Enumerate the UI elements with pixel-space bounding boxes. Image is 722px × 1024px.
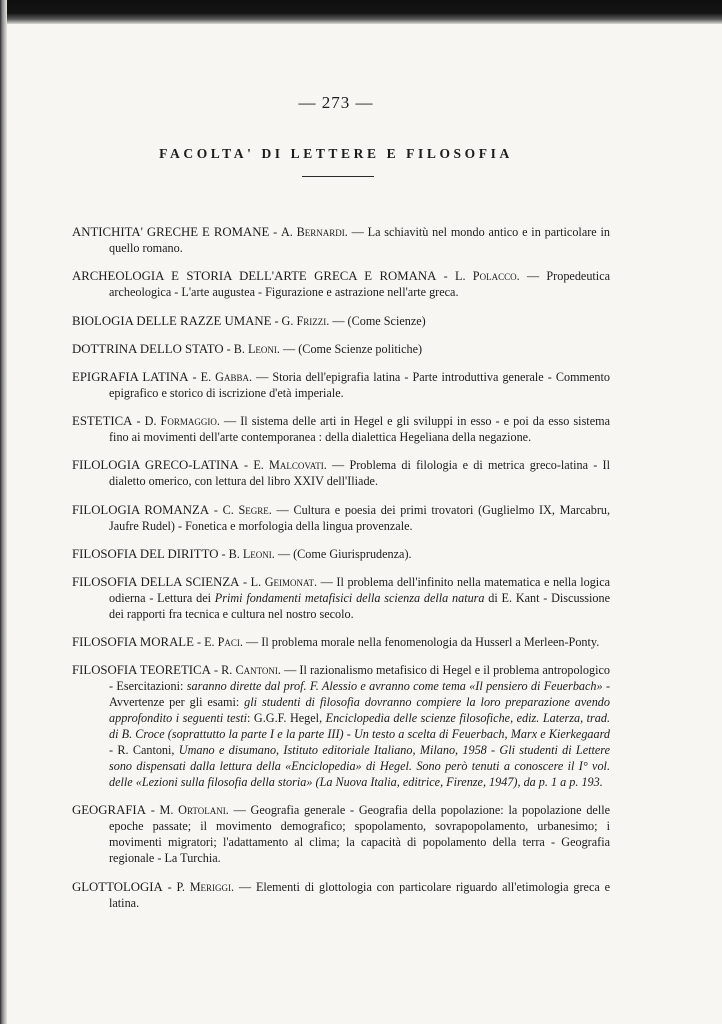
course-subject: FILOSOFIA DEL DIRITTO (72, 546, 219, 561)
course-description: - R. Cantoni, (109, 743, 179, 758)
course-entry: GLOTTOLOGIA - P. Meriggi. — Elementi di glottologia con particolare riguardo all'etimologia greca e latina. (72, 879, 611, 910)
course-description: - Avvertenze per gli esami: (109, 679, 611, 710)
course-description: : G.G.F. Hegel, (247, 711, 326, 726)
page-title: FACOLTA' DI LETTERE E FILOSOFIA (159, 146, 513, 161)
course-description: Cultura e poesia dei primi trovatori (Guglielmo IX, Marcabru, Jaufre Rudel) - Fonetica e morfologia della lingua provenzale. (109, 502, 611, 533)
course-subject: FILOSOFIA MORALE (72, 635, 194, 650)
course-entry: FILOSOFIA TEORETICA - R. Cantoni. — Il razionalismo metafisico di Hegel e il problema antropologico - Esercitazioni: saranno dirette dal prof. F. Alessio e avranno come tema «Il pensiero di Feuerbach» - Avvertenze per gli esami: gli studenti di filosofia dovranno compiere la loro preparazione avendo approfondito i seguenti testi: G.G.F. Hegel, Enciclopedia delle scienze filosofiche, ediz. Laterza, trad. di B. Croce (soprattutto la parte I e la parte III) - Un testo a scelta di Feuerbach, Marx e Kierkegaard - R. Cantoni, Umano e disumano, Istituto editoriale Italiano, Milano, 1958 - Gli studenti di Lettere sono dispensati dalla lettura della «Enciclopedia» di Hegel. Sono però tenuti a conoscere il I° vol. delle «Lezioni sulla filosofia della storia» (La Nuova Italia, editrice, Firenze, 1947), da p. 1 a p. 193. (72, 663, 611, 790)
course-description: Storia dell'epigrafia latina - Parte introduttiva generale - Commento epigrafico e storico di iscrizione d'età imperiale. (109, 369, 611, 400)
course-professor: P. Meriggi. (176, 879, 235, 894)
book-title: Umano e disumano, Istituto editoriale Italiano, Milano, 1958 - Gli studenti di Lettere sono dispensati dalla lettura della «Enciclopedia» di Hegel. Sono però tenuti a conoscere il I° vol. delle «Lezioni sulla filosofia della storia» (La Nuova Italia, editrice, Firenze, 1947), da p. 1 a p. 193. (109, 743, 611, 790)
course-subject: EPIGRAFIA LATINA (72, 369, 189, 384)
title-rule (302, 176, 374, 177)
course-subject: FILOLOGIA GRECO-LATINA (72, 458, 239, 473)
course-subject: FILOLOGIA ROMANZA (72, 502, 210, 517)
course-subject: FILOSOFIA DELLA SCIENZA (72, 574, 240, 589)
book-title: Enciclopedia delle scienze filosofiche, ediz. Laterza, trad. di B. Croce (soprattutto la parte I e la parte III) - Un testo a scelta di Feuerbach, Marx e Kierkegaard (109, 711, 610, 742)
course-entry: FILOSOFIA DEL DIRITTO - B. Leoni. — (Come Giurisprudenza). (72, 546, 412, 561)
course-professor: A. Bernardi. (280, 225, 348, 240)
course-description: di E. Kant - Discussione dei rapporti fra tecnica e cultura nel nostro secolo. (109, 590, 611, 621)
course-description: Il razionalismo metafisico di Hegel e il problema antropologico - Esercitazioni: (109, 663, 611, 694)
course-description: Problema di filologia e di metrica greco-latina - Il dialetto omerico, con lettura del libro XXIV dell'Iliade. (109, 458, 610, 489)
course-description: (Come Giurisprudenza). (293, 546, 412, 561)
course-entry: DOTTRINA DELLO STATO - B. Leoni. — (Come Scienze politiche) (72, 341, 423, 356)
course-description: Il problema morale nella fenomenologia da Husserl a Merleen-Ponty. (261, 635, 600, 650)
course-subject: FILOSOFIA TEORETICA (72, 663, 211, 678)
course-entry: ARCHEOLOGIA E STORIA DELL'ARTE GRECA E ROMANA - L. Polacco. — Propedeutica archeologica - L'arte augustea - Figurazione e astrazione nell'arte greca. (72, 269, 611, 300)
course-professor: B. Leoni. (233, 341, 280, 356)
course-description: (Come Scienze politiche) (298, 341, 423, 356)
course-professor: B. Leoni. (228, 546, 275, 561)
course-professor: D. Formaggio. (144, 414, 220, 429)
course-description: Propedeutica archeologica - L'arte augustea - Figurazione e astrazione nell'arte greca. (109, 269, 611, 300)
course-description: Il sistema delle arti in Hegel e gli sviluppi in esso - e poi da esso sistema fino ai movimenti dell'arte contemporanea : della dialettica Hegeliana della negazione. (109, 414, 610, 445)
scan-top-border (0, 0, 722, 24)
course-subject: GEOGRAFIA (72, 803, 146, 818)
course-subject: BIOLOGIA DELLE RAZZE UMANE (72, 313, 272, 328)
course-description: La schiavitù nel mondo antico e in particolare in quello romano. (109, 225, 610, 256)
exam-note: gli studenti di filosofia dovranno compiere la loro preparazione avendo approfondito i seguenti testi (109, 695, 610, 726)
course-entry: FILOLOGIA GRECO-LATINA - E. Malcovati. — Problema di filologia e di metrica greco-latina - Il dialetto omerico, con lettura del libro XXIV dell'Iliade. (72, 458, 610, 489)
course-entry: GEOGRAFIA - M. Ortolani. — Geografia generale - Geografia della popolazione: la popolazione delle epoche passate; il movimento demografico; spopolamento, sovrapopolamento, urbanesimo; i movimenti migratori; l'adattamento al clima; la capacità di popolamento della terra - Geografia regionale - La Turchia. (72, 803, 610, 866)
course-subject: GLOTTOLOGIA (72, 879, 163, 894)
course-entry: FILOSOFIA DELLA SCIENZA - L. Geimonat. — Il problema dell'infinito nella matematica e nella logica odierna - Lettura dei Primi fondamenti metafisici della scienza della natura di E. Kant - Discussione dei rapporti fra tecnica e cultura nel nostro secolo. (72, 574, 611, 621)
course-entry: FILOSOFIA MORALE - E. Paci. — Il problema morale nella fenomenologia da Husserl a Merleen-Ponty. (72, 635, 600, 650)
course-subject: ESTETICA (72, 414, 133, 429)
course-subject: ANTICHITA' GRECHE E ROMANE (72, 225, 270, 240)
course-professor: E. Paci. (204, 635, 243, 650)
course-entry: ANTICHITA' GRECHE E ROMANE - A. Bernardi. — La schiavitù nel mondo antico e in particolare in quello romano. (72, 225, 610, 256)
course-professor: L. Polacco. (455, 269, 520, 284)
course-subject: DOTTRINA DELLO STATO (72, 341, 224, 356)
book-title: Primi fondamenti metafisici della scienza della natura (214, 590, 485, 605)
course-entry: ESTETICA - D. Formaggio. — Il sistema delle arti in Hegel e gli sviluppi in esso - e poi da esso sistema fino ai movimenti dell'arte contemporanea : della dialettica Hegeliana della negazione. (72, 414, 610, 445)
course-entry: FILOLOGIA ROMANZA - C. Segre. — Cultura e poesia dei primi trovatori (Guglielmo IX, Marcabru, Jaufre Rudel) - Fonetica e morfologia della lingua provenzale. (72, 502, 611, 533)
course-professor: E. Malcovati. (253, 458, 327, 473)
exercise-note: saranno dirette dal prof. F. Alessio e avranno come tema «Il pensiero di Feuerbach» (186, 679, 603, 694)
course-professor: L. Geimonat. (250, 574, 318, 589)
page-number: — 273 — (298, 93, 374, 112)
course-professor: G. Frizzi. (281, 313, 330, 328)
course-professor: R. Cantoni. (221, 663, 281, 678)
course-professor: E. Gabba. (200, 369, 253, 384)
course-description: Geografia generale - Geografia della popolazione: la popolazione delle epoche passate; il movimento demografico; spopolamento, sovrapopolamento, urbanesimo; i movimenti migratori; l'adattamento al clima; la capacità di popolamento della terra - Geografia regionale - La Turchia. (109, 803, 610, 866)
course-description: Il problema dell'infinito nella matematica e nella logica odierna - Lettura dei (109, 574, 611, 605)
course-list (72, 212, 610, 920)
course-subject: ARCHEOLOGIA E STORIA DELL'ARTE GRECA E ROMANA (72, 269, 437, 284)
course-entry: BIOLOGIA DELLE RAZZE UMANE - G. Frizzi. — (Come Scienze) (72, 313, 426, 328)
course-entry: EPIGRAFIA LATINA - E. Gabba. — Storia dell'epigrafia latina - Parte introduttiva generale - Commento epigrafico e storico di iscrizione d'età imperiale. (72, 369, 611, 400)
course-description: Elementi di glottologia con particolare riguardo all'etimologia greca e latina. (109, 879, 611, 910)
course-professor: C. Segre. (222, 502, 272, 517)
course-professor: M. Ortolani. (159, 803, 229, 818)
course-description: (Come Scienze) (347, 313, 426, 328)
